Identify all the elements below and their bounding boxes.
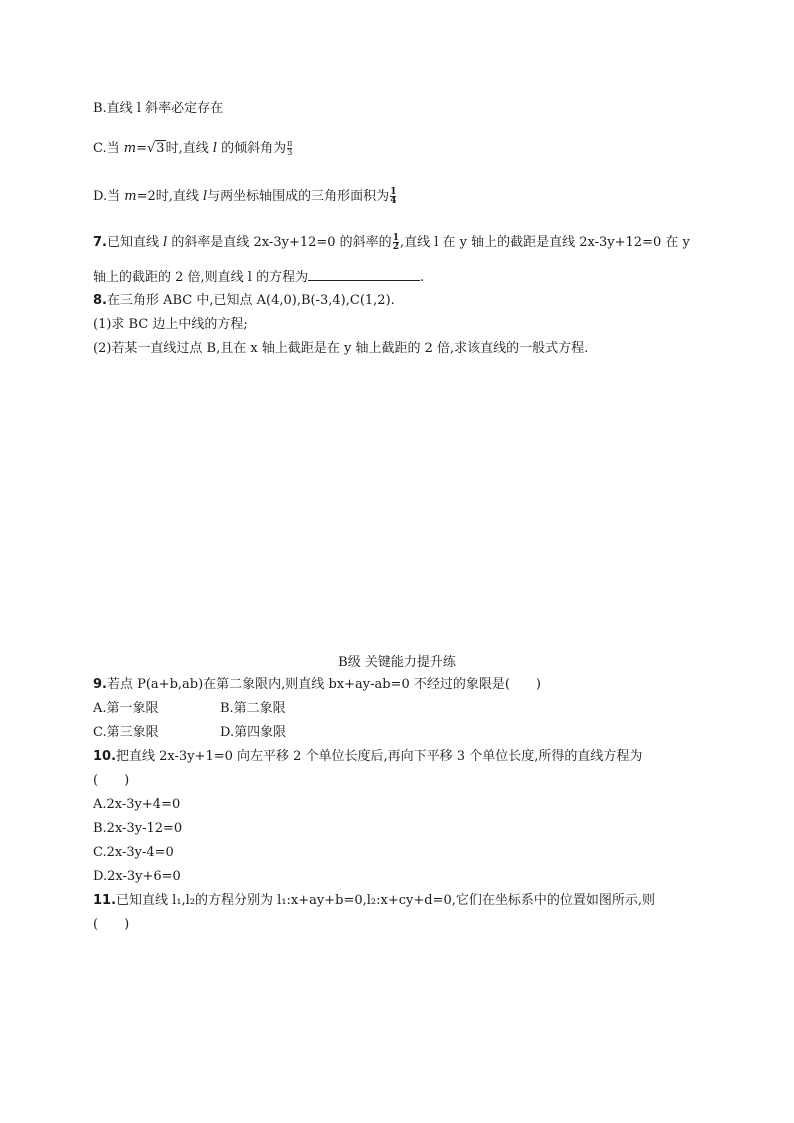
equals: = <box>136 141 147 156</box>
option-b: B.第二象限 <box>220 701 286 716</box>
option-c: C.2x-3y-4=0 <box>93 845 174 860</box>
question-8-part-2: (2)若某一直线过点 B,且在 x 轴上截距是在 y 轴上截距的 2 倍,求该直线的一般式方程. <box>93 341 589 356</box>
q7-text-b: 的斜率是直线 2x-3y+12=0 的斜率的 <box>167 235 392 250</box>
option-c: C.第三象限 <box>93 725 159 740</box>
option-d: D.第四象限 <box>220 725 287 740</box>
option-d-post: 与两坐标轴围成的三角形面积为 <box>207 189 390 204</box>
question-9-options-row-1 <box>93 700 286 718</box>
option-d <box>93 188 397 206</box>
sqrt-radicand: 3 <box>156 141 165 156</box>
question-number: 7. <box>93 235 107 250</box>
var-l: l <box>163 235 168 250</box>
question-10-paren: ( ) <box>93 773 130 788</box>
sqrt-three: √3 <box>146 141 165 156</box>
fraction-denominator: 3 <box>287 148 293 157</box>
question-10-stem <box>93 748 642 766</box>
option-d-eq: =2时,直线 <box>136 189 203 204</box>
option-c <box>93 140 293 158</box>
var-m: m <box>124 189 137 204</box>
option-c-pre: C.当 <box>93 141 124 156</box>
option-d-pre: D.当 <box>93 189 125 204</box>
question-number: 9. <box>93 677 107 692</box>
option-b: B.直线 l 斜率必定存在 <box>93 101 224 116</box>
q9-stem-text: 若点 P(a+b,ab)在第二象限内,则直线 bx+ay-ab=0 不经过的象限是( ) <box>106 677 541 692</box>
q7-line-2-text: 轴上的截距的 2 倍,则直线 l 的方程为 <box>93 270 309 285</box>
question-11-stem <box>93 892 655 910</box>
fraction-numerator: 1 <box>392 233 399 243</box>
question-9-stem <box>93 676 541 694</box>
q8-stem-text: 在三角形 ABC 中,已知点 A(4,0),B(-3,4),C(1,2). <box>106 293 395 308</box>
fraction-denominator: 2 <box>392 242 399 252</box>
option-c-post: 的倾斜角为 <box>217 141 287 156</box>
var-l: l <box>203 189 208 204</box>
question-number: 11. <box>93 893 117 908</box>
option-c-mid: 时,直线 <box>165 141 213 156</box>
question-number: 10. <box>93 749 117 764</box>
q7-line-2-end: . <box>420 270 425 285</box>
fraction-pi-over-3 <box>287 140 292 157</box>
question-number: 8. <box>93 293 107 308</box>
fraction-denominator: 4 <box>390 196 397 206</box>
option-a: A.第一象限 <box>93 701 159 716</box>
option-a: A.2x-3y+4=0 <box>93 797 181 812</box>
question-8-stem <box>93 292 395 310</box>
q7-text-c: ,直线 l 在 y 轴上的截距是直线 2x-3y+12=0 在 y <box>399 235 690 250</box>
section-title: B级 关键能力提升练 <box>338 655 456 670</box>
q11-stem-text: 已知直线 l₁,l₂的方程分别为 l₁:x+ay+b=0,l₂:x+cy+d=0,它们在坐标系中的位置如图所示,则 <box>116 893 655 908</box>
q10-stem-text: 把直线 2x-3y+1=0 向左平移 2 个单位长度后,再向下平移 3 个单位长度,所得的直线方程为 <box>116 749 643 764</box>
var-m: m <box>123 141 137 156</box>
fraction-numerator: π <box>287 139 293 148</box>
q7-text-a: 已知直线 <box>106 235 164 250</box>
fraction-one-quarter <box>390 188 396 205</box>
var-l: l <box>212 141 217 156</box>
question-7-line-1 <box>93 234 690 252</box>
answer-blank[interactable] <box>308 268 420 281</box>
question-8-part-1: (1)求 BC 边上中线的方程; <box>93 317 248 332</box>
option-b: B.2x-3y-12=0 <box>93 821 183 836</box>
question-7-line-2 <box>93 268 424 287</box>
question-11-paren: ( ) <box>93 917 130 932</box>
question-9-options-row-2 <box>93 724 286 742</box>
option-d: D.2x-3y+6=0 <box>93 869 181 884</box>
fraction-one-half <box>393 234 399 251</box>
fraction-numerator: 1 <box>390 187 397 197</box>
